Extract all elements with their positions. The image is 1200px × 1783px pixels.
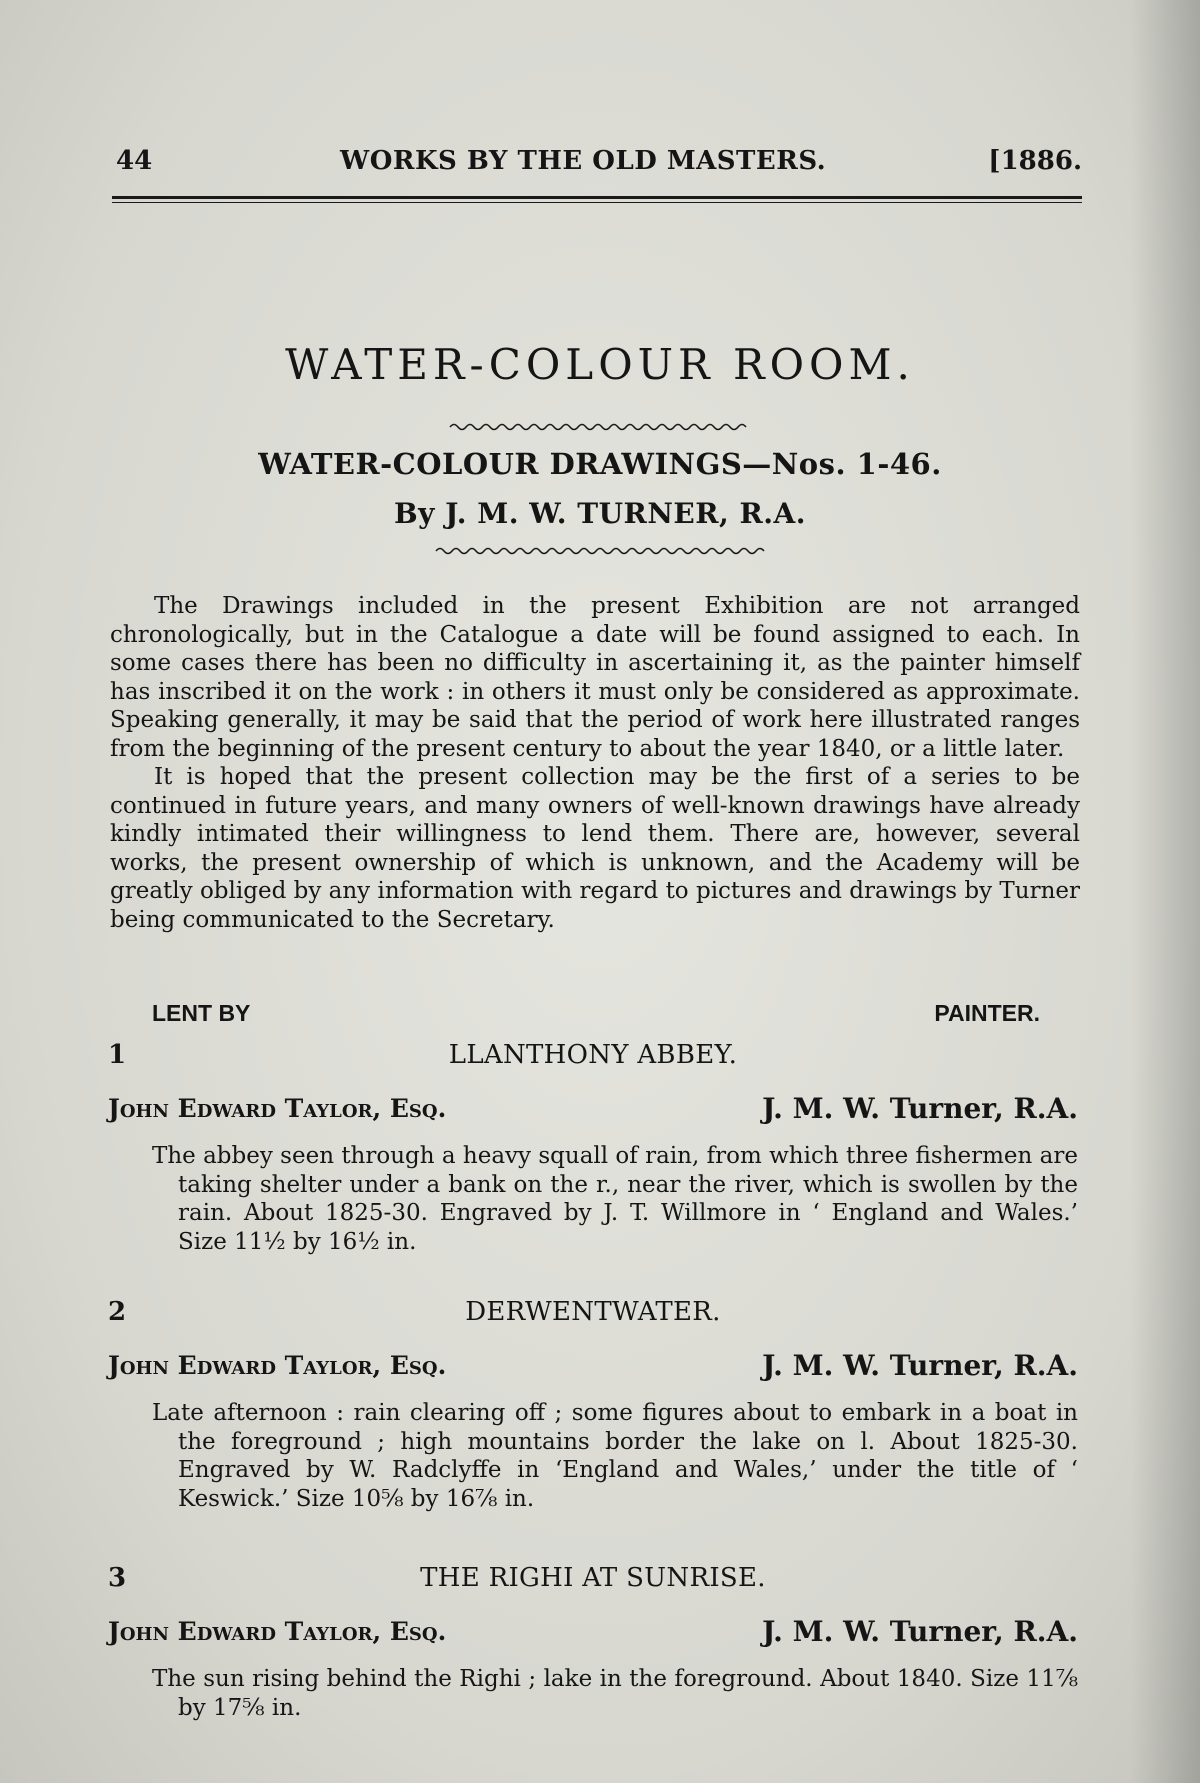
entry-lender: John Edward Taylor, Esq. [108,1617,447,1646]
entry-painter: J. M. W. Turner, R.A. [762,1092,1078,1125]
entry-lender: John Edward Taylor, Esq. [108,1094,447,1123]
page-number: 44 [116,146,153,176]
entry-title: THE RIGHI AT SUNRISE. [420,1563,766,1593]
entry-description: The abbey seen through a heavy squall of rain, from which three fishermen are taking shelter under a bank on the r., near the river, which is swollen by the rain. About 1825-30. Engraved by J. T. Willmore in ‘ England and Wales.’ Size 11½ by 16½ in. [152,1143,1078,1255]
entry-number: 2 [108,1297,127,1327]
section-title: WATER-COLOUR DRAWINGS—Nos. 1-46. [258,447,942,481]
catalogue-entry [108,1040,1078,1256]
entry-title: DERWENTWATER. [465,1297,721,1327]
entry-number: 1 [108,1040,127,1070]
lent-by-heading: LENT BY [152,1000,251,1026]
entry-number: 3 [108,1563,127,1593]
entry-description: The sun rising behind the Righi ; lake in the foreground. About 1840. Size 11⅞ by 17⅝ in. [152,1666,1078,1721]
catalogue-entry [108,1297,1078,1513]
artist-byline: By J. M. W. TURNER, R.A. [393,497,807,530]
intro-paragraph: The Drawings included in the present Exhibition are not arranged chronologically, but in the Catalogue a date will be found assigned to each. In some cases there has been no difficulty in ascertaining it, as the painter himself has inscribed it on the work : in others it must only be considered as approximate. Speaking generally, it may be said that the period of work here illustrated ranges from the beginning of the present century to about the year 1840, or a little later. [110,593,1080,762]
entry-description: Late afternoon : rain clearing off ; some figures about to embark in a boat in the foreground ; high mountains border the lake on l. About 1825-30. Engraved by W. Radclyffe in ‘England and Wales,’ under the title of ‘ Keswick.’ Size 10⅝ by 16⅞ in. [152,1400,1078,1512]
catalogue-entry [108,1563,1078,1722]
running-title: WORKS BY THE OLD MASTERS. [340,146,827,176]
room-title: WATER-COLOUR ROOM. [285,340,915,389]
entry-title: LLANTHONY ABBEY. [448,1040,738,1070]
entry-painter: J. M. W. Turner, R.A. [762,1615,1078,1648]
intro-paragraph: It is hoped that the present collection may be the first of a series to be continued in future years, and many owners of well-known drawings have already kindly intimated their willingness to lend them. There are, however, several works, the present ownership of which is unknown, and the Academy will be greatly obliged by any information with regard to pictures and drawings by Turner being communicated to the Secretary. [110,764,1080,933]
wavy-divider-top [0,420,1200,434]
header-rule-thin [112,202,1082,203]
painter-heading: PAINTER. [934,1000,1040,1026]
entry-lender: John Edward Taylor, Esq. [108,1351,447,1380]
page-edge-shadow [1130,0,1200,1783]
running-year: [1886. [988,146,1082,176]
entry-painter: J. M. W. Turner, R.A. [762,1349,1078,1382]
header-rule-thick [112,196,1082,199]
introduction [110,592,1080,934]
wavy-divider-bottom [0,544,1200,558]
running-header [112,142,1082,182]
